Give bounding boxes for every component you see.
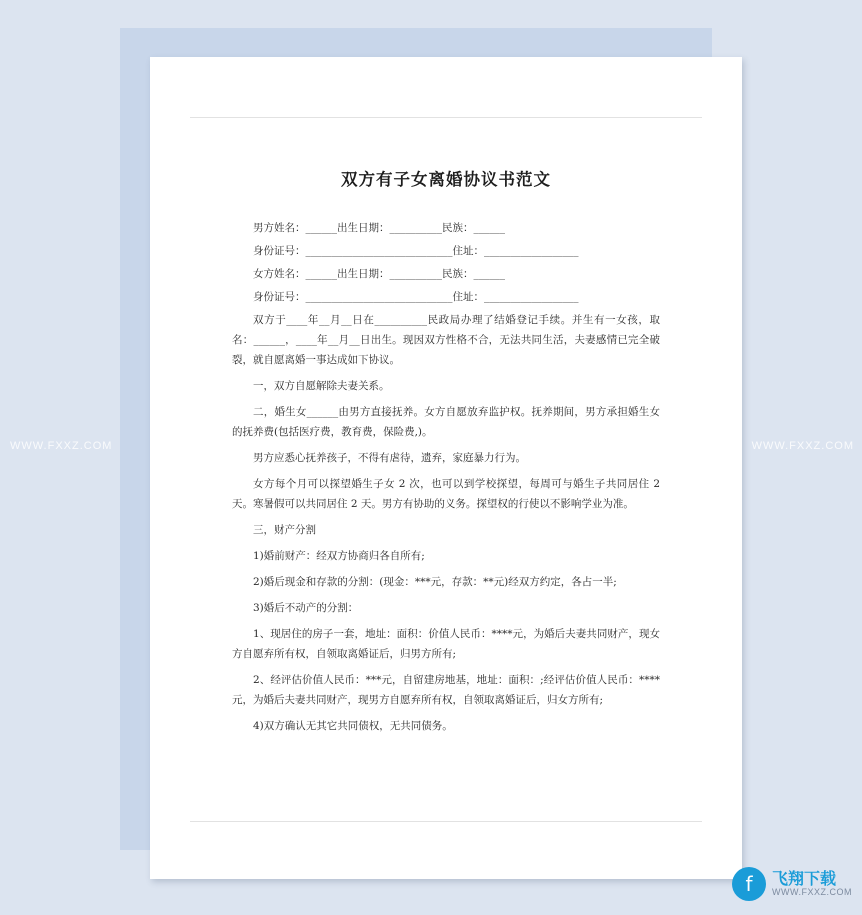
field-line-husband-id: 身份证号：____________________________住址：__________________ xyxy=(253,245,579,257)
logo-main-text: 飞翔下载 xyxy=(772,869,837,889)
paragraph-care-duty: 男方应悉心抚养孩子，不得有虐待，遗弃，家庭暴力行为。 xyxy=(253,452,526,464)
paragraph-house-item-2: 2、经评估价值人民币：***元，自留建房地基，地址：面积：;经评估价值人民币：****元，为婚后夫妻共同财产，现男方自愿弃所有权，自领取离婚证后，归女方所有; xyxy=(232,674,660,706)
paragraph-clause-1: 一，双方自愿解除夫妻关系。 xyxy=(253,380,390,392)
logo-text-block xyxy=(772,870,852,897)
document-page xyxy=(150,57,742,879)
page-title: 双方有子女离婚协议书范文 xyxy=(341,170,551,189)
watermark-right: WWW.FXXZ.COM xyxy=(751,440,854,452)
field-line-husband-name: 男方姓名：______出生日期：__________民族：______ xyxy=(253,222,505,234)
paragraph-realestate-split: 3)婚后不动产的分割： xyxy=(253,602,359,614)
logo-mark-icon: f xyxy=(732,867,766,901)
paragraph-premarital-property: 1)婚前财产：经双方协商归各自所有; xyxy=(253,550,425,562)
paragraph-clause-3: 三，财产分割 xyxy=(253,524,316,536)
field-line-wife-name: 女方姓名：______出生日期：__________民族：______ xyxy=(253,268,505,280)
paragraph-intro: 双方于____年__月__日在__________民政局办理了结婚登记手续。并生有一女孩，取名：______，____年__月__日出生。现因双方性格不合，无法共同生活，夫妻感情已完全破裂，就自愿离婚一事达成如下协议。 xyxy=(232,314,660,366)
paragraph-clause-2: 二，婚生女______由男方直接抚养。女方自愿放弃监护权。抚养期间，男方承担婚生女的抚养费(包括医疗费，教育费，保险费,)。 xyxy=(232,406,660,438)
document-body xyxy=(190,117,702,822)
paragraph-house-item-1: 1、现居住的房子一套，地址：面积：价值人民币：****元，为婚后夫妻共同财产，现女方自愿弃所有权，自领取离婚证后，归男方所有; xyxy=(232,628,660,660)
site-logo xyxy=(732,867,852,901)
watermark-left: WWW.FXXZ.COM xyxy=(10,440,113,452)
paragraph-debt-confirmation: 4)双方确认无其它共同债权，无共同债务。 xyxy=(253,720,453,732)
paragraph-visitation: 女方每个月可以探望婚生子女 2 次，也可以到学校探望，每周可与婚生子共同居住 2 天。寒暑假可以共同居住 2 天。男方有协助的义务。探望权的行使以不影响学业为准。 xyxy=(232,478,660,510)
paragraph-cash-split: 2)婚后现金和存款的分割：(现金：***元，存款：**元)经双方约定，各占一半; xyxy=(253,576,617,588)
field-line-wife-id: 身份证号：____________________________住址：__________________ xyxy=(253,291,579,303)
logo-sub-text: WWW.FXXZ.COM xyxy=(772,886,852,897)
